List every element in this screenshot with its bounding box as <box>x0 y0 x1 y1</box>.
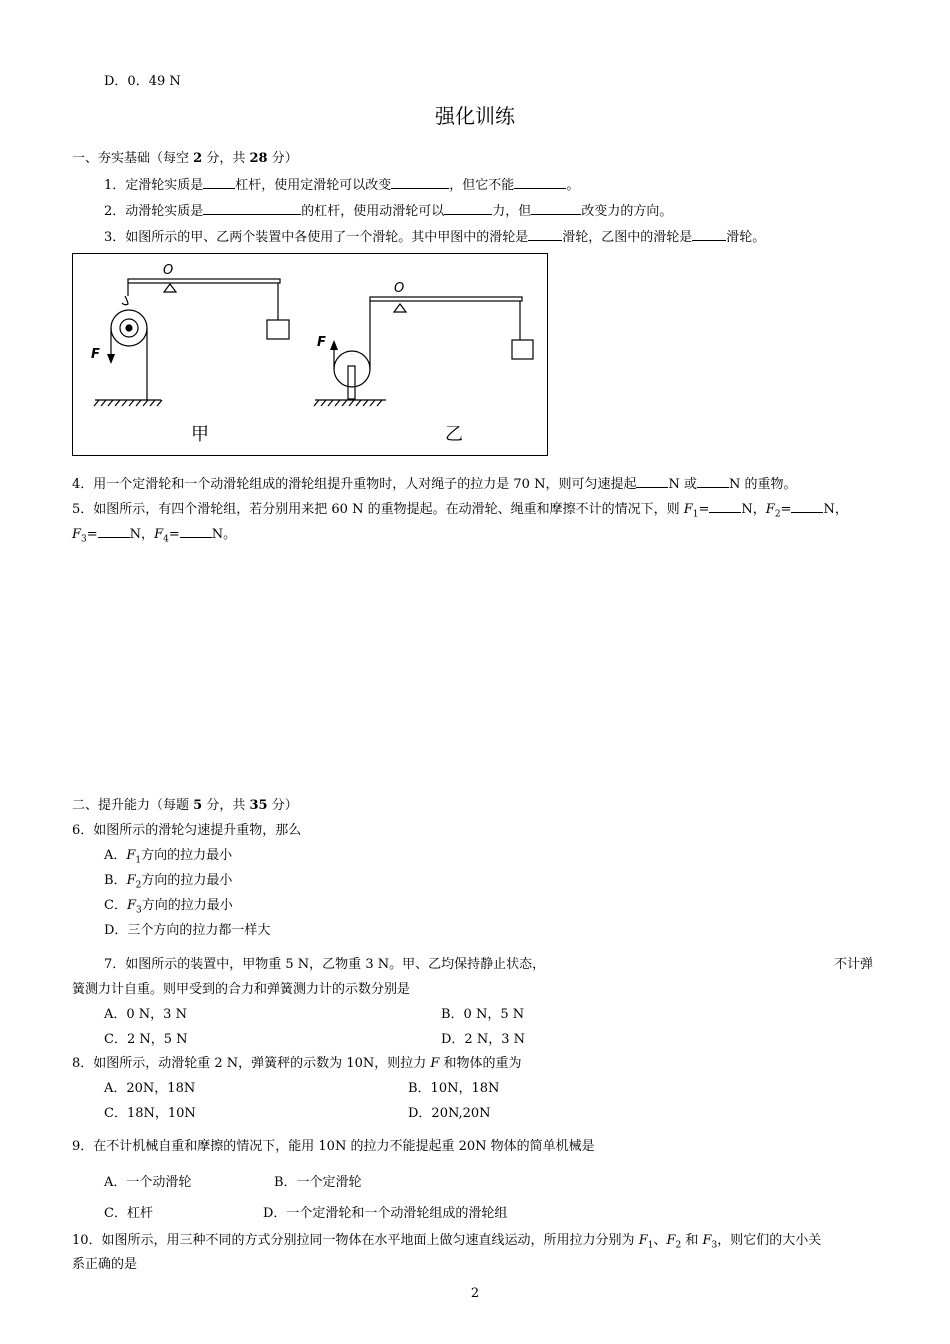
label-f-yi: F <box>317 335 326 350</box>
pulley-diagram <box>73 254 547 455</box>
label-f-jia: F <box>91 347 100 362</box>
section-1-heading: 一、夯实基础（每空 2 分，共 28 分） <box>72 151 298 166</box>
q9-option-a[interactable]: A．一个动滑轮 <box>104 1175 192 1190</box>
question-10: 10．如图所示，用三种不同的方式分别拉同一物体在水平地面上做匀速直线运动，所用拉力分别为 $F_1$、$F_2$ 和 $F_3$，则它们的大小关 <box>72 1233 822 1251</box>
fulcrum-yi <box>394 304 406 312</box>
question-5: 5．如图所示，有四个滑轮组，若分别用来把 60 N 的重物提起。在动滑轮、绳重和摩擦不计的情况下，则 $F_1= N$，$F_2= N$， <box>72 502 848 520</box>
hook-jia <box>122 296 128 305</box>
q8-option-c[interactable]: C．18N，10N <box>104 1106 196 1121</box>
pulley-stand-yi <box>348 366 355 399</box>
question-7-cont: 簧测力计自重。则甲受到的合力和弹簧测力计的示数分别是 <box>72 982 411 997</box>
pulley-wheel-yi <box>334 351 370 387</box>
question-3: 3．如图所示的甲、乙两个装置中各使用了一个滑轮。其中甲图中的滑轮是 滑轮，乙图中的滑轮是 滑轮。 <box>104 230 766 245</box>
option-d-top: D．0．49 N <box>104 74 181 89</box>
page-number: 2 <box>470 1286 480 1301</box>
q8-option-d[interactable]: D．20N,20N <box>408 1106 491 1121</box>
label-jia: 甲 <box>191 424 209 445</box>
weight-block-jia <box>267 320 289 339</box>
weight-block-yi <box>512 340 533 359</box>
q7-option-c[interactable]: C．2 N，5 N <box>104 1032 188 1047</box>
q6-option-b[interactable]: B．$F_2$方向的拉力最小 <box>104 873 233 891</box>
label-o-jia: O <box>163 263 174 278</box>
question-7: 7．如图所示的装置中，甲物重 5 N，乙物重 3 N。甲、乙均保持静止状态， <box>104 957 546 972</box>
q9-option-b[interactable]: B．一个定滑轮 <box>274 1175 362 1190</box>
q7-option-a[interactable]: A．0 N，3 N <box>104 1007 187 1022</box>
pulley-figure <box>72 253 548 456</box>
question-9: 9．在不计机械自重和摩擦的情况下，能用 10N 的拉力不能提起重 20N 物体的简单机械是 <box>72 1139 595 1154</box>
q6-option-a[interactable]: A．$F_1$方向的拉力最小 <box>104 848 233 866</box>
force-arrow-up-icon <box>330 340 338 350</box>
question-6: 6．如图所示的滑轮匀速提升重物，那么 <box>72 823 302 838</box>
q6-option-c[interactable]: C．$F_3$方向的拉力最小 <box>104 898 233 916</box>
section-2-heading: 二、提升能力（每题 5 分，共 35 分） <box>72 798 298 813</box>
page-title: 强化训练 <box>435 104 515 128</box>
lever-bar-yi <box>370 297 522 301</box>
question-7-right: 不计弹 <box>834 957 874 972</box>
label-yi: 乙 <box>445 424 463 445</box>
q9-option-c[interactable]: C．杠杆 <box>104 1206 153 1221</box>
q7-option-d[interactable]: D．2 N，3 N <box>441 1032 525 1047</box>
question-1: 1．定滑轮实质是 杠杆，使用定滑轮可以改变 ，但它不能 。 <box>104 178 580 193</box>
q9-option-d[interactable]: D．一个定滑轮和一个动滑轮组成的滑轮组 <box>263 1206 508 1221</box>
question-5-cont: $F_3= N$，$F_4= N$。 <box>72 527 237 545</box>
question-8: 8．如图所示，动滑轮重 2 N，弹簧秤的示数为 10N，则拉力 F 和物体的重为 <box>72 1056 522 1071</box>
q8-option-b[interactable]: B．10N，18N <box>408 1081 500 1096</box>
q6-option-d[interactable]: D．三个方向的拉力都一样大 <box>104 923 271 938</box>
label-o-yi: O <box>394 281 405 296</box>
fulcrum-jia <box>164 284 176 292</box>
force-arrow-down-icon <box>107 354 115 364</box>
q7-option-b[interactable]: B．0 N，5 N <box>441 1007 525 1022</box>
question-10-cont: 系正确的是 <box>72 1257 138 1272</box>
question-4: 4．用一个定滑轮和一个动滑轮组成的滑轮组提升重物时，人对绳子的拉力是 70 N，则可匀速提起 N 或 N 的重物。 <box>72 477 797 492</box>
question-2: 2．动滑轮实质是 的杠杆，使用动滑轮可以 力，但 改变力的方向。 <box>104 204 673 219</box>
lever-bar-jia <box>128 279 280 283</box>
q8-option-a[interactable]: A．20N，18N <box>104 1081 196 1096</box>
